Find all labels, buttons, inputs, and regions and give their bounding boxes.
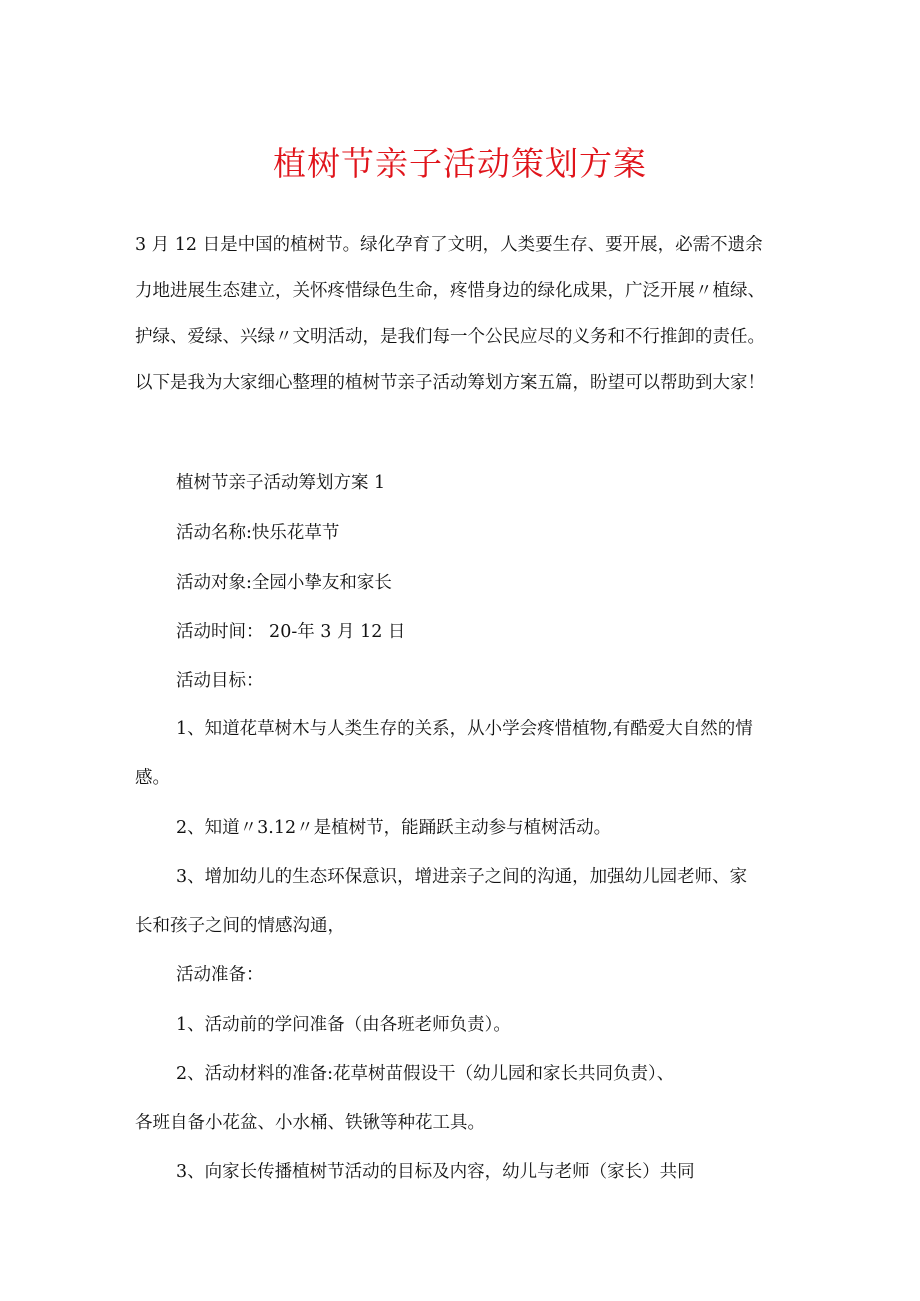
intro-paragraph xyxy=(135,222,815,406)
goal-1-line-1: 1、知道花草树木与人类生存的关系，从小学会疼惜植物,有酷爱大自然的情 xyxy=(176,719,753,739)
prep-1: 1、活动前的学问准备（由各班老师负责）。 xyxy=(176,1015,511,1035)
intro-line: 以下是我为大家细心整理的植树节亲子活动筹划方案五篇，盼望可以帮助到大家！ xyxy=(135,373,765,393)
goal-3-line-2: 长和孩子之间的情感沟通， xyxy=(135,916,345,936)
document-title: 植树节亲子活动策划方案 xyxy=(273,144,647,183)
intro-line: 护绿、爱绿、兴绿〃文明活动，是我们每一个公民应尽的义务和不行推卸的责任。 xyxy=(135,327,765,347)
goals-label: 活动目标： xyxy=(176,671,264,691)
goal-2: 2、知道〃3.12〃是植树节，能踊跃主动参与植树活动。 xyxy=(176,818,612,838)
activity-time: 活动时间： 20-年 3 月 12 日 xyxy=(176,622,406,642)
goal-3-line-1: 3、增加幼儿的生态环保意识，增进亲子之间的沟通，加强幼儿园老师、家 xyxy=(176,867,748,887)
intro-line: 力地进展生态建立，关怀疼惜绿色生命，疼惜身边的绿化成果，广泛开展〃植绿、 xyxy=(135,281,765,301)
prep-label: 活动准备： xyxy=(176,965,264,985)
prep-3: 3、向家长传播植树节活动的目标及内容，幼儿与老师（家长）共同 xyxy=(176,1162,695,1182)
prep-2-line-2: 各班自备小花盆、小水桶、铁锹等种花工具。 xyxy=(135,1113,485,1133)
activity-target: 活动对象:全园小挚友和家长 xyxy=(176,573,392,593)
activity-name: 活动名称:快乐花草节 xyxy=(176,523,340,543)
intro-line: 3 月 12 日是中国的植树节。绿化孕育了文明，人类要生存、要开展，必需不遗余 xyxy=(135,235,763,255)
prep-2-line-1: 2、活动材料的准备:花草树苗假设干（幼儿园和家长共同负责）、 xyxy=(176,1064,675,1084)
plan-heading: 植树节亲子活动筹划方案 1 xyxy=(176,473,386,493)
goal-1-line-2: 感。 xyxy=(135,768,170,788)
